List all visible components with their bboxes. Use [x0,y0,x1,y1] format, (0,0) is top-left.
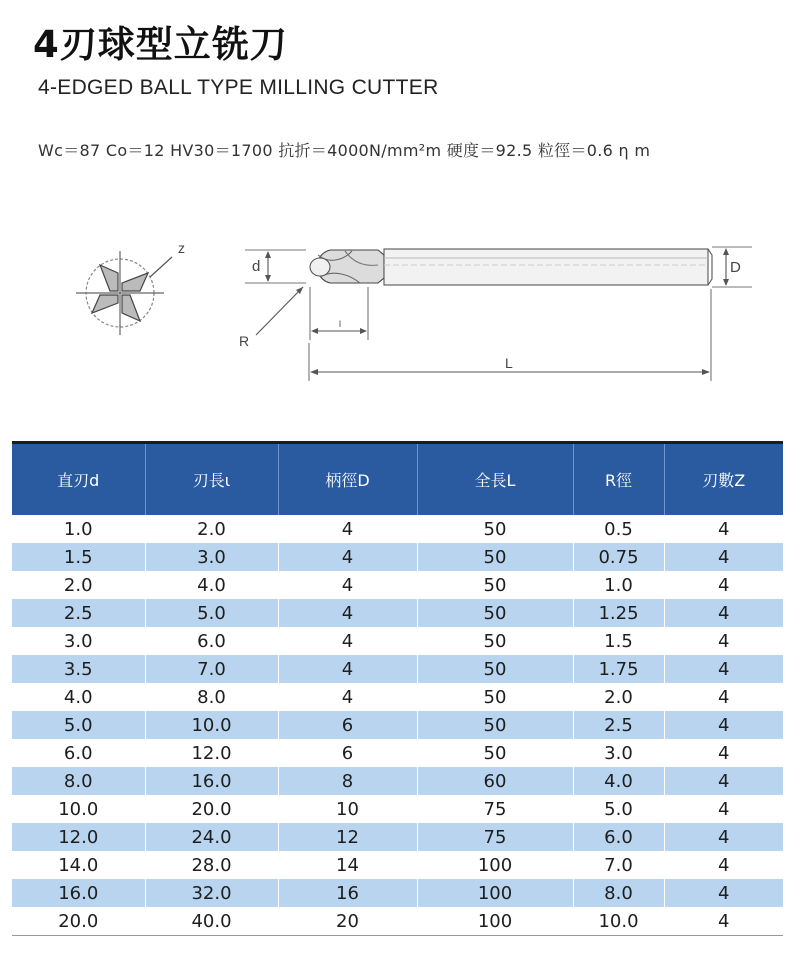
table-cell: 4 [664,683,783,711]
table-cell: 50 [417,543,573,571]
table-cell: 4 [664,655,783,683]
table-cell: 1.75 [573,655,664,683]
table-cell: 4 [664,851,783,879]
table-cell: 1.0 [63,518,93,540]
table-cell: 60 [417,767,573,795]
label-L: L [505,355,513,371]
table-row [12,515,783,543]
table-cell: 8.0 [573,879,664,907]
table-cell: 2.0 [145,515,278,543]
table-cell: 12 [278,823,417,851]
table-cell: 14 [278,851,417,879]
table-cell: 6 [278,739,417,767]
table-row [12,683,783,711]
table-header-row [12,443,783,516]
table-cell: 32.0 [145,879,278,907]
table-cell: 3.0 [573,739,664,767]
table-cell: 50 [417,739,573,767]
side-view [245,247,752,381]
table-row [12,627,783,655]
table-cell: 28.0 [145,851,278,879]
table-cell: 4 [664,879,783,907]
table-row [12,599,783,627]
table-cell: 0.5 [573,515,664,543]
table-cell: 1.25 [573,599,664,627]
table-cell: 50 [417,515,573,543]
header-cutting-diameter: 直刃d [12,443,145,516]
table-row [12,767,783,795]
header-flute-count: 刃數Z [664,443,783,516]
label-z: z [178,240,185,256]
table-cell: 5.0 [145,599,278,627]
table-cell: 4 [278,515,417,543]
table-cell: 20.0 [145,795,278,823]
table-cell: 8 [278,767,417,795]
table-cell: 4 [664,907,783,936]
table-cell: 4.0 [145,571,278,599]
table-body [12,515,783,936]
table-cell: 4.0 [63,686,93,708]
table-cell: 40.0 [145,907,278,936]
page-title: 4刃球型立铣刀 [33,23,288,66]
table-row [12,879,783,907]
label-D: D [730,259,741,276]
table-cell: 2.0 [573,683,664,711]
table-cell: 100 [417,851,573,879]
header-flute-length: 刃長ι [145,443,278,516]
table-cell: 5.0 [63,714,93,736]
table-cell: 50 [417,571,573,599]
table-cell: 12.0 [58,826,99,848]
table-cell: 75 [417,823,573,851]
table-cell: 4 [278,571,417,599]
table-cell: 100 [417,879,573,907]
label-d: d [252,258,261,275]
table-cell: 10.0 [145,711,278,739]
table-cell: 7.0 [573,851,664,879]
table-cell: 0.75 [573,543,664,571]
label-l: l [339,319,341,329]
table-cell: 10.0 [58,798,99,820]
table-row [12,795,783,823]
table-cell: 6.0 [145,627,278,655]
table-cell: 4.0 [573,767,664,795]
table-cell: 2.5 [63,602,93,624]
table-cell: 14.0 [58,854,99,876]
table-cell: 4 [278,627,417,655]
table-row [12,543,783,571]
table-cell: 7.0 [145,655,278,683]
table-cell: 10 [278,795,417,823]
table-cell: 10.0 [573,907,664,936]
table-cell: 4 [664,599,783,627]
table-cell: 2.5 [573,711,664,739]
table-cell: 4 [664,767,783,795]
spec-table [12,441,783,936]
table-row [12,907,783,936]
table-cell: 4 [278,683,417,711]
table-cell: 24.0 [145,823,278,851]
table-cell: 4 [664,571,783,599]
label-R: R [239,333,250,349]
table-cell: 4 [664,823,783,851]
table-cell: 75 [417,795,573,823]
table-cell: 50 [417,599,573,627]
table-cell: 50 [417,655,573,683]
table-cell: 6.0 [573,823,664,851]
table-cell: 20 [278,907,417,936]
material-spec: Wc＝87 Co＝12 HV30＝1700 抗折＝4000N/mm²m 硬度＝92.5 粒徑＝0.6 η m [38,141,651,160]
table-cell: 4 [278,655,417,683]
table-cell: 2.0 [63,574,93,596]
cutter-diagram [0,225,800,385]
table-cell: 1.5 [63,546,93,568]
table-cell: 8.0 [63,770,93,792]
spec-table-container [12,441,783,936]
end-view-icon [76,251,172,335]
table-cell: 3.0 [145,543,278,571]
table-row [12,571,783,599]
table-cell: 4 [664,515,783,543]
table-cell: 1.0 [573,571,664,599]
table-cell: 4 [664,739,783,767]
page-subtitle: 4-EDGED BALL TYPE MILLING CUTTER [38,76,439,99]
table-cell: 4 [278,599,417,627]
header-shank-diameter: 柄徑D [278,443,417,516]
table-cell: 3.5 [63,658,93,680]
table-cell: 16 [278,879,417,907]
header-overall-length: 全長L [417,443,573,516]
header-radius: R徑 [573,443,664,516]
table-cell: 4 [278,543,417,571]
table-row [12,655,783,683]
table-cell: 6.0 [63,742,93,764]
table-row [12,739,783,767]
table-row [12,711,783,739]
table-cell: 8.0 [145,683,278,711]
table-cell: 3.0 [63,630,93,652]
table-row [12,823,783,851]
table-cell: 12.0 [145,739,278,767]
table-cell: 50 [417,683,573,711]
table-cell: 4 [664,795,783,823]
table-row [12,851,783,879]
table-cell: 50 [417,711,573,739]
table-cell: 16.0 [145,767,278,795]
table-cell: 4 [664,711,783,739]
table-cell: 100 [417,907,573,936]
table-cell: 1.5 [573,627,664,655]
table-cell: 50 [417,627,573,655]
table-cell: 16.0 [58,882,99,904]
table-cell: 20.0 [12,907,145,936]
table-cell: 4 [664,627,783,655]
table-cell: 6 [278,711,417,739]
table-cell: 5.0 [573,795,664,823]
table-cell: 4 [664,543,783,571]
